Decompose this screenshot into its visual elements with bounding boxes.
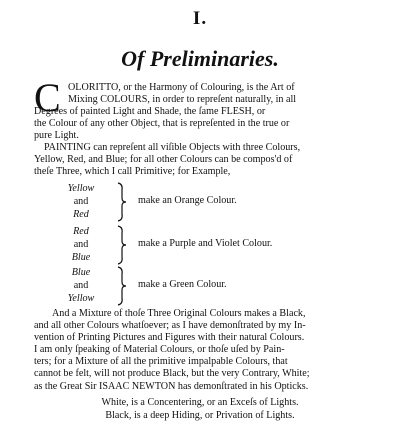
text-line: And a Mixture of thoſe Three Original Colours makes a Black, <box>52 308 306 319</box>
text-line: as the Great Sir ISAAC NEWTON has demonſtrated in his Opticks. <box>34 380 309 392</box>
chapter-title: Of Preliminaries. <box>121 46 279 71</box>
drop-cap: C <box>34 75 61 120</box>
text-line: cannot be felt, will not produce Black, but the very Contrary, White; <box>34 368 310 380</box>
brace-icon <box>116 225 128 265</box>
text-line: Yellow, Red, and Blue; for all other Colours can be compos'd of <box>34 154 293 166</box>
intro-paragraph <box>34 75 374 142</box>
text-line: and all other Colours whatſoever; as I have demonſtrated by my In- <box>34 320 306 332</box>
text-line: theſe Three, which I call Primitive; for Example, <box>34 166 231 178</box>
colour-name: Yellow <box>67 183 95 194</box>
text-line: ters; for a Mixture of all the primitive impalpable Colours, that <box>34 356 288 368</box>
definitions <box>0 397 400 422</box>
text-line: the Colour of any other Object, that is repreſented in the true or <box>34 118 290 130</box>
colour-pair <box>58 266 104 305</box>
mixture-paragraph <box>34 308 374 393</box>
combination-result: make an Orange Colour. <box>138 195 237 206</box>
text-line: I am only ſpeaking of Material Colours, or thoſe uſed by Pain- <box>34 344 285 356</box>
colour-pair <box>58 225 104 264</box>
text-line: Mixing COLOURS, in order to repreſent naturally, in all <box>68 94 297 106</box>
colour-name: Red <box>73 226 89 237</box>
text-line: pure Light. <box>34 130 79 142</box>
combination-result: make a Purple and Violet Colour. <box>138 238 273 249</box>
brace-icon <box>116 266 128 306</box>
colour-name: Blue <box>71 252 91 263</box>
colour-name: Yellow <box>67 293 95 304</box>
definition-black: Black, is a deep Hiding, or Privation of Lights. <box>105 409 295 421</box>
chapter-number: I. <box>192 8 208 29</box>
colour-name: Red <box>73 209 89 220</box>
conjunction: and <box>73 196 89 207</box>
colour-pair <box>58 182 104 221</box>
conjunction: and <box>73 280 89 291</box>
text-line: OLORITTO, or the Harmony of Colouring, is the Art of <box>68 82 295 93</box>
colour-combination <box>58 225 358 265</box>
colour-combination <box>58 182 358 222</box>
conjunction: and <box>73 239 89 250</box>
text-line: Degrees of painted Light and Shade, the ſame FLESH, or <box>34 106 266 118</box>
text-line: PAINTING can repreſent all viſible Objects with three Colours, <box>44 142 301 153</box>
colour-name: Blue <box>71 267 91 278</box>
primitive-colours-paragraph <box>34 142 374 178</box>
text-line: vention of Printing Pictures and Figures with their natural Colours. <box>34 332 305 344</box>
definition-white: White, is a Concentering, or an Exceſs of Lights. <box>101 397 299 408</box>
colour-combination <box>58 266 358 306</box>
combination-result: make a Green Colour. <box>138 279 227 290</box>
brace-icon <box>116 182 128 222</box>
